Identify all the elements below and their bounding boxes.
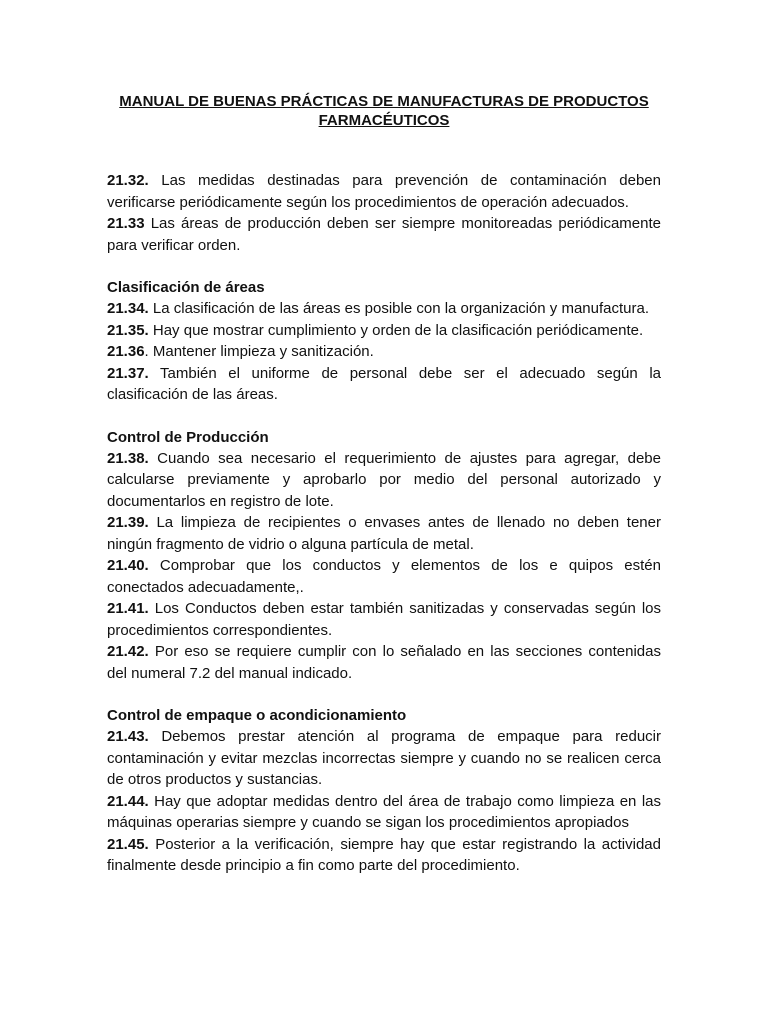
document-title-line-2: FARMACÉUTICOS [318,112,450,129]
paragraph-21-45 [107,834,661,877]
section-heading: Control de empaque o acondicionamiento [107,707,407,724]
paragraph-21-32 [107,170,661,213]
paragraph-number: 21.39. [107,514,149,531]
paragraph-21-33 [107,213,661,256]
paragraph-number: 21.33 [107,215,145,232]
paragraph-number: 21.38. [107,449,149,467]
paragraph-number: 21.37. [107,364,149,382]
paragraph-21-42 [107,641,661,684]
document-title-line-1: MANUAL DE BUENAS PRÁCTICAS DE MANUFACTURAS DE PRODUCTOS [119,93,649,110]
paragraph-text: Los Conductos deben estar también sanitizadas y conservadas según los procedimientos correspondientes. [107,600,661,639]
paragraph-text: Las áreas de producción deben ser siempre monitoreadas periódicamente para verificar orden. [107,215,661,254]
paragraph-text: La clasificación de las áreas es posible con la organización y manufactura. [148,300,649,317]
paragraph-text: Hay que mostrar cumplimiento y orden de la clasificación periódicamente. [148,321,644,339]
paragraph-text: La limpieza de recipientes o envases antes de llenado no deben tener ningún fragmento de vidrio o alguna partícula de metal. [107,514,661,553]
intro-block [107,170,661,256]
paragraph-21-44 [107,791,661,834]
paragraph-21-34 [107,298,661,320]
paragraph-text: Cuando sea necesario el requerimiento de ajustes para agregar, debe calcularse previamente y aprobarlo por medio del personal autorizado y documentarlos en registro de lote. [107,449,661,510]
paragraph-number: 21.41. [107,600,149,617]
paragraph-number: 21.43. [107,728,149,745]
paragraph-number: 21.45. [107,835,149,853]
paragraph-21-38 [107,448,661,513]
section-clasificacion [107,277,661,406]
document-page [107,92,661,877]
spacer [107,256,661,277]
paragraph-21-41 [107,598,661,641]
spacer [107,684,661,705]
paragraph-text: Por eso se requiere cumplir con lo señalado en las secciones contenidas del numeral 7.2 del manual indicado. [107,643,661,682]
paragraph-number: 21.44. [107,792,149,810]
paragraph-number: 21.36 [107,343,145,360]
section-heading: Clasificación de áreas [107,279,265,296]
paragraph-21-43 [107,726,661,791]
paragraph-number: 21.35. [107,321,149,339]
paragraph-number: 21.34. [107,300,149,317]
paragraph-21-39 [107,512,661,555]
paragraph-text: . Mantener limpieza y sanitización. [144,343,374,360]
paragraph-text: Comprobar que los conductos y elementos de los e quipos estén conectados adecuadamente,. [107,557,661,596]
section-heading: Control de Producción [107,428,269,446]
paragraph-text: Debemos prestar atención al programa de empaque para reducir contaminación y evitar mezclas incorrectas siempre y cuando no se realicen cerca de otros productos y sustancias. [107,728,661,788]
section-control-empaque [107,705,661,877]
paragraph-text: Hay que adoptar medidas dentro del área de trabajo como limpieza en las máquinas operarias siempre y cuando se sigan los procedimientos apropiados [107,792,661,831]
document-title [107,92,661,130]
paragraph-21-36 [107,341,661,363]
paragraph-21-37 [107,363,661,406]
paragraph-21-40 [107,555,661,598]
paragraph-number: 21.40. [107,557,149,574]
paragraph-text: Las medidas destinadas para prevención de contaminación deben verificarse periódicamente según los procedimientos de operación adecuados. [107,172,661,211]
spacer [107,406,661,427]
paragraph-number: 21.32. [107,172,149,189]
paragraph-number: 21.42. [107,643,149,660]
paragraph-text: Posterior a la verificación, siempre hay que estar registrando la actividad finalmente desde principio a fin como parte del procedimiento. [107,835,661,874]
paragraph-21-35 [107,320,661,342]
paragraph-text: También el uniforme de personal debe ser el adecuado según la clasificación de las áreas. [107,364,661,403]
section-control-produccion [107,427,661,685]
